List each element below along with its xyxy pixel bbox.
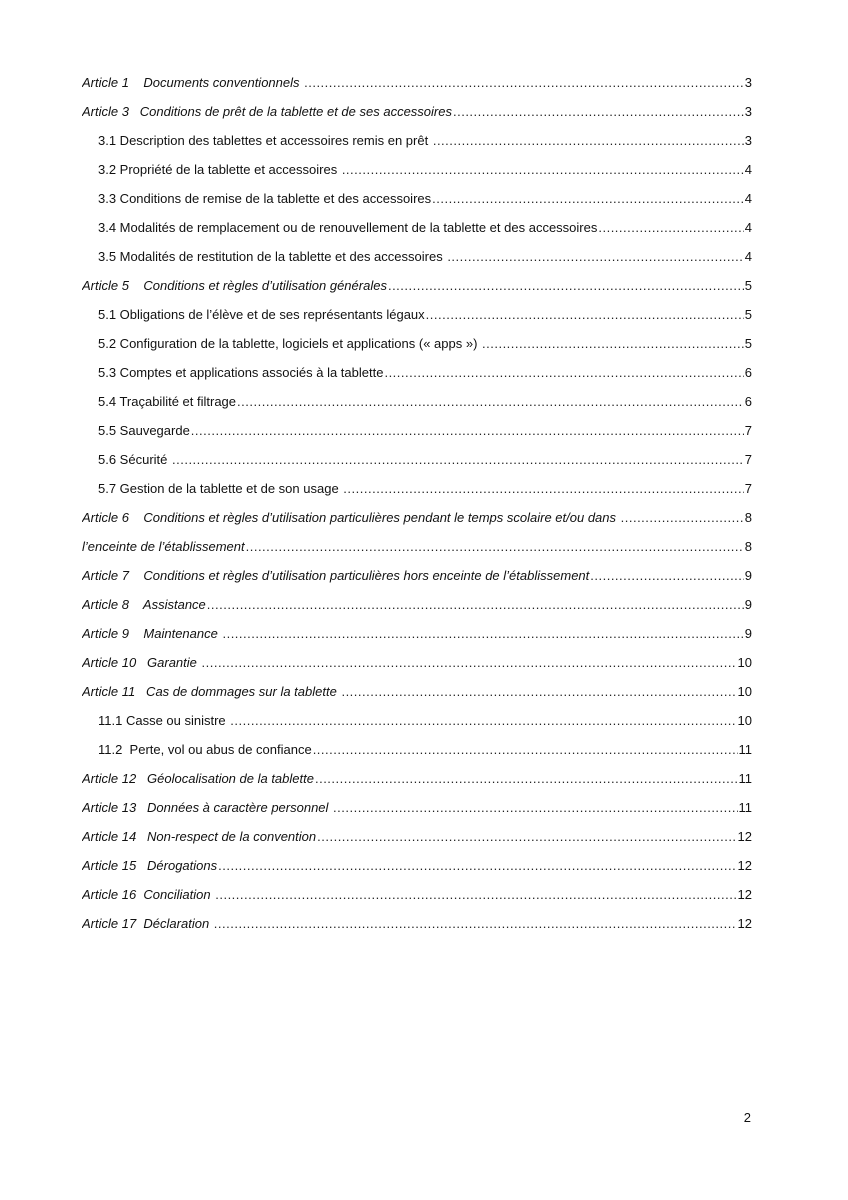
toc-leader-dots (304, 72, 744, 94)
toc-leader-dots (237, 391, 744, 413)
toc-entry-page: 10 (737, 655, 752, 670)
toc-entry-title: Article 8 Assistance (82, 597, 206, 612)
toc-entry-title: 5.3 Comptes et applications associés à la tablette (98, 365, 384, 380)
toc-entry[interactable] (82, 478, 752, 507)
toc-entry[interactable] (82, 507, 752, 536)
toc-leader-dots (384, 362, 743, 384)
toc-entry-page: 9 (744, 626, 752, 641)
toc-entry-title: Article 7 Conditions et règles d’utilisation particulières hors enceinte de l’établissement (82, 568, 590, 583)
toc-entry[interactable] (82, 768, 752, 797)
toc-entry-page: 5 (744, 307, 752, 322)
toc-leader-dots (342, 159, 744, 181)
toc-entry[interactable] (82, 159, 752, 188)
toc-leader-dots (426, 304, 744, 326)
toc-entry-title: 5.6 Sécurité (98, 452, 171, 467)
toc-entry-page: 9 (744, 597, 752, 612)
toc-entry-page: 5 (744, 278, 752, 293)
toc-entry[interactable] (82, 710, 752, 739)
toc-leader-dots (447, 246, 743, 268)
toc-entry[interactable] (82, 855, 752, 884)
toc-entry-page: 5 (744, 336, 752, 351)
toc-entry[interactable] (82, 826, 752, 855)
toc-entry[interactable] (82, 797, 752, 826)
toc-leader-dots (246, 536, 744, 558)
toc-entry[interactable] (82, 913, 752, 942)
toc-leader-dots (202, 652, 737, 674)
toc-entry[interactable] (82, 565, 752, 594)
toc-entry[interactable] (82, 246, 752, 275)
toc-entry-page: 4 (744, 191, 752, 206)
toc-entry-page: 8 (744, 539, 752, 554)
toc-entry-title: Article 17 Déclaration (82, 916, 213, 931)
toc-leader-dots (482, 333, 744, 355)
toc-entry-title: Article 13 Données à caractère personnel (82, 800, 333, 815)
toc-entry[interactable] (82, 101, 752, 130)
toc-entry[interactable] (82, 884, 752, 913)
toc-entry-page: 11 (738, 771, 752, 786)
toc-entry-title: 5.5 Sauvegarde (98, 423, 190, 438)
toc-entry-title: Article 16 Conciliation (82, 887, 215, 902)
toc-entry-page: 8 (744, 510, 752, 525)
table-of-contents (82, 72, 752, 942)
toc-entry-title: Article 5 Conditions et règles d’utilisation générales (82, 278, 387, 293)
toc-entry-page: 7 (744, 423, 752, 438)
toc-entry-title: 11.2 Perte, vol ou abus de confiance (98, 742, 312, 757)
toc-entry-title: 3.1 Description des tablettes et accessoires remis en prêt (98, 133, 432, 148)
toc-leader-dots (313, 739, 738, 761)
toc-leader-dots (343, 478, 743, 500)
page-number: 2 (743, 1110, 751, 1125)
toc-entry-title: 5.1 Obligations de l’élève et de ses représentants légaux (98, 307, 425, 322)
toc-entry-title: 5.7 Gestion de la tablette et de son usage (98, 481, 343, 496)
toc-entry[interactable] (82, 217, 752, 246)
toc-leader-dots (598, 217, 743, 239)
toc-entry-page: 4 (744, 249, 752, 264)
toc-leader-dots (315, 768, 738, 790)
toc-entry[interactable] (82, 681, 752, 710)
toc-leader-dots (191, 420, 744, 442)
toc-leader-dots (388, 275, 744, 297)
toc-entry[interactable] (82, 623, 752, 652)
toc-entry-page: 12 (737, 916, 752, 931)
toc-entry-title: Article 6 Conditions et règles d’utilisation particulières pendant le temps scolaire et/ou dans (82, 510, 620, 525)
toc-leader-dots (218, 855, 736, 877)
toc-entry-title: 3.4 Modalités de remplacement ou de renouvellement de la tablette et des accessoires (98, 220, 598, 235)
toc-leader-dots (621, 507, 744, 529)
toc-entry-title: Article 1 Documents conventionnels (82, 75, 304, 90)
toc-entry-page: 10 (737, 713, 752, 728)
toc-leader-dots (341, 681, 736, 703)
toc-leader-dots (432, 188, 744, 210)
toc-entry-page: 4 (744, 220, 752, 235)
toc-entry[interactable] (82, 449, 752, 478)
toc-entry-page: 10 (737, 684, 752, 699)
toc-entry-page: 6 (744, 394, 752, 409)
toc-entry[interactable] (82, 391, 752, 420)
toc-leader-dots (433, 130, 744, 152)
toc-leader-dots (453, 101, 744, 123)
toc-entry-title: 11.1 Casse ou sinistre (98, 713, 230, 728)
toc-entry[interactable] (82, 333, 752, 362)
toc-entry[interactable] (82, 536, 752, 565)
toc-entry-title: 3.3 Conditions de remise de la tablette et des accessoires (98, 191, 432, 206)
toc-entry[interactable] (82, 304, 752, 333)
toc-entry-page: 11 (738, 800, 752, 815)
toc-entry[interactable] (82, 739, 752, 768)
toc-leader-dots (222, 623, 743, 645)
toc-entry-page: 4 (744, 162, 752, 177)
toc-leader-dots (172, 449, 744, 471)
toc-entry[interactable] (82, 362, 752, 391)
toc-entry-title: 5.4 Traçabilité et filtrage (98, 394, 237, 409)
toc-leader-dots (317, 826, 736, 848)
toc-leader-dots (215, 884, 736, 906)
toc-entry-page: 3 (744, 104, 752, 119)
toc-entry-page: 11 (738, 742, 752, 757)
toc-entry[interactable] (82, 72, 752, 101)
toc-entry-title: Article 14 Non-respect de la convention (82, 829, 317, 844)
toc-leader-dots (230, 710, 736, 732)
toc-entry-title: 3.2 Propriété de la tablette et accessoires (98, 162, 341, 177)
toc-entry[interactable] (82, 188, 752, 217)
toc-entry-page: 7 (744, 452, 752, 467)
toc-entry-page: 12 (737, 858, 752, 873)
toc-leader-dots (214, 913, 737, 935)
toc-entry-page: 12 (737, 829, 752, 844)
toc-leader-dots (590, 565, 744, 587)
toc-entry-title: l’enceinte de l’établissement (82, 539, 245, 554)
toc-entry-title: Article 12 Géolocalisation de la tablette (82, 771, 314, 786)
toc-leader-dots (207, 594, 744, 616)
toc-entry-title: 3.5 Modalités de restitution de la tablette et des accessoires (98, 249, 447, 264)
toc-entry-title: Article 15 Dérogations (82, 858, 218, 873)
toc-entry-page: 6 (744, 365, 752, 380)
toc-entry[interactable] (82, 275, 752, 304)
toc-entry[interactable] (82, 130, 752, 159)
toc-entry[interactable] (82, 652, 752, 681)
toc-leader-dots (333, 797, 737, 819)
toc-entry-title: 5.2 Configuration de la tablette, logiciels et applications (« apps ») (98, 336, 482, 351)
toc-entry-title: Article 3 Conditions de prêt de la tablette et de ses accessoires (82, 104, 452, 119)
toc-entry-page: 7 (744, 481, 752, 496)
toc-entry-page: 3 (744, 133, 752, 148)
toc-entry-page: 9 (744, 568, 752, 583)
toc-entry-title: Article 9 Maintenance (82, 626, 222, 641)
toc-entry[interactable] (82, 594, 752, 623)
toc-entry-page: 3 (744, 75, 752, 90)
toc-entry-title: Article 10 Garantie (82, 655, 201, 670)
toc-entry-page: 12 (737, 887, 752, 902)
toc-entry-title: Article 11 Cas de dommages sur la tablette (82, 684, 341, 699)
toc-entry[interactable] (82, 420, 752, 449)
